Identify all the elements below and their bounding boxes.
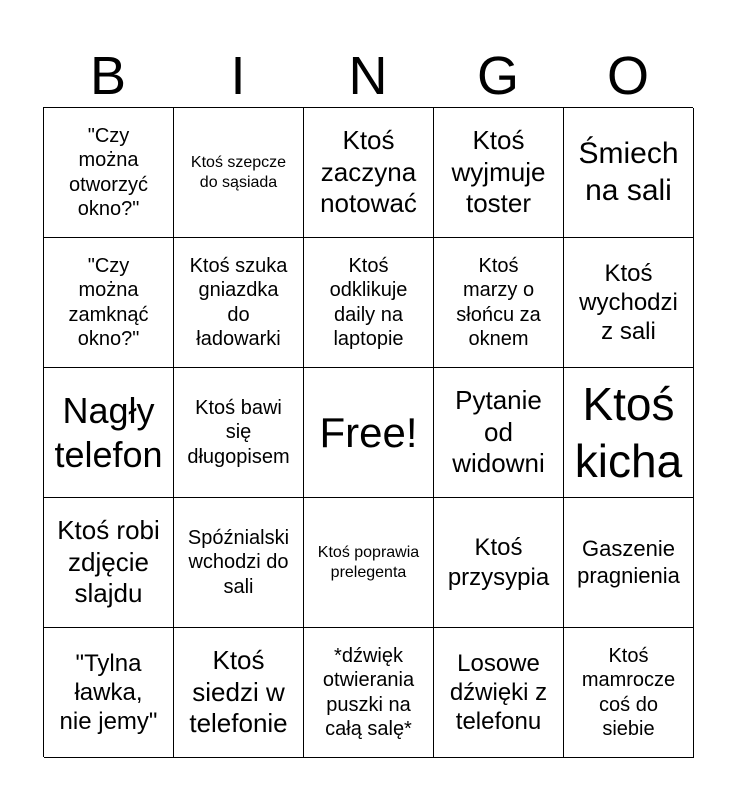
cell-text: "Tylna ławka, nie jemy" [59, 649, 158, 736]
cell-text: Śmiech na sali [578, 136, 679, 207]
bingo-header [43, 46, 693, 106]
bingo-cell[interactable] [564, 238, 694, 368]
cell-text: Ktoś odklikuje daily na laptopie [329, 254, 408, 350]
cell-text: Spóźnialski wchodzi do sali [187, 526, 290, 598]
bingo-cell[interactable] [174, 108, 304, 238]
cell-text: Ktoś przysypia [447, 534, 550, 591]
bingo-cell[interactable] [304, 628, 434, 758]
bingo-cell[interactable] [434, 498, 564, 628]
bingo-cell[interactable] [304, 108, 434, 238]
bingo-cell[interactable] [44, 368, 174, 498]
cell-text: Ktoś wychodzi z sali [579, 259, 678, 346]
cell-text: Gaszenie pragnienia [577, 535, 680, 588]
bingo-cell[interactable] [434, 368, 564, 498]
header-letter-o: O [606, 46, 649, 106]
bingo-cell[interactable] [44, 108, 174, 238]
bingo-cell[interactable] [564, 498, 694, 628]
bingo-cell[interactable] [564, 108, 694, 238]
bingo-cell[interactable] [304, 238, 434, 368]
bingo-cell[interactable] [434, 108, 564, 238]
bingo-cell[interactable] [564, 368, 694, 498]
bingo-cell[interactable] [174, 628, 304, 758]
bingo-cell[interactable] [44, 238, 174, 368]
cell-text: Nagły telefon [54, 389, 163, 475]
cell-text: Pytanie od widowni [452, 384, 545, 479]
cell-text: Ktoś robi zdjęcie slajdu [57, 514, 160, 609]
bingo-board [43, 107, 693, 757]
cell-text: Ktoś kicha [574, 378, 683, 487]
cell-text: Ktoś szepcze do sąsiada [190, 153, 287, 191]
bingo-cell[interactable] [44, 628, 174, 758]
bingo-cell[interactable] [434, 628, 564, 758]
cell-text: Ktoś marzy o słońcu za oknem [456, 254, 541, 350]
header-letter-g: G [476, 46, 519, 106]
cell-text: "Czy można otworzyć okno?" [69, 124, 148, 220]
header-letter-b: B [89, 46, 127, 106]
cell-text: Ktoś poprawia prelegenta [317, 543, 420, 581]
cell-text: Losowe dźwięki z telefonu [449, 649, 548, 736]
bingo-cell[interactable] [564, 628, 694, 758]
free-space-text: Free! [319, 408, 418, 456]
cell-text: Ktoś zaczyna notować [320, 124, 417, 219]
free-space-cell[interactable] [304, 368, 434, 498]
cell-text: "Czy można zamknąć okno?" [68, 254, 149, 350]
cell-text: Ktoś bawi się długopisem [187, 396, 290, 468]
cell-text: Ktoś szuka gniazdka do ładowarki [189, 254, 288, 350]
bingo-cell[interactable] [434, 238, 564, 368]
cell-text: Ktoś mamrocze coś do siebie [581, 644, 676, 740]
cell-text: Ktoś wyjmuje toster [451, 124, 546, 219]
bingo-cell[interactable] [304, 498, 434, 628]
bingo-cell[interactable] [174, 368, 304, 498]
bingo-cell[interactable] [174, 238, 304, 368]
cell-text: Ktoś siedzi w telefonie [189, 644, 288, 739]
bingo-cell[interactable] [174, 498, 304, 628]
header-letter-n: N [348, 46, 388, 106]
bingo-cell[interactable] [44, 498, 174, 628]
header-letter-i: I [230, 46, 246, 106]
cell-text: *dźwięk otwierania puszki na całą salę* [322, 644, 415, 740]
